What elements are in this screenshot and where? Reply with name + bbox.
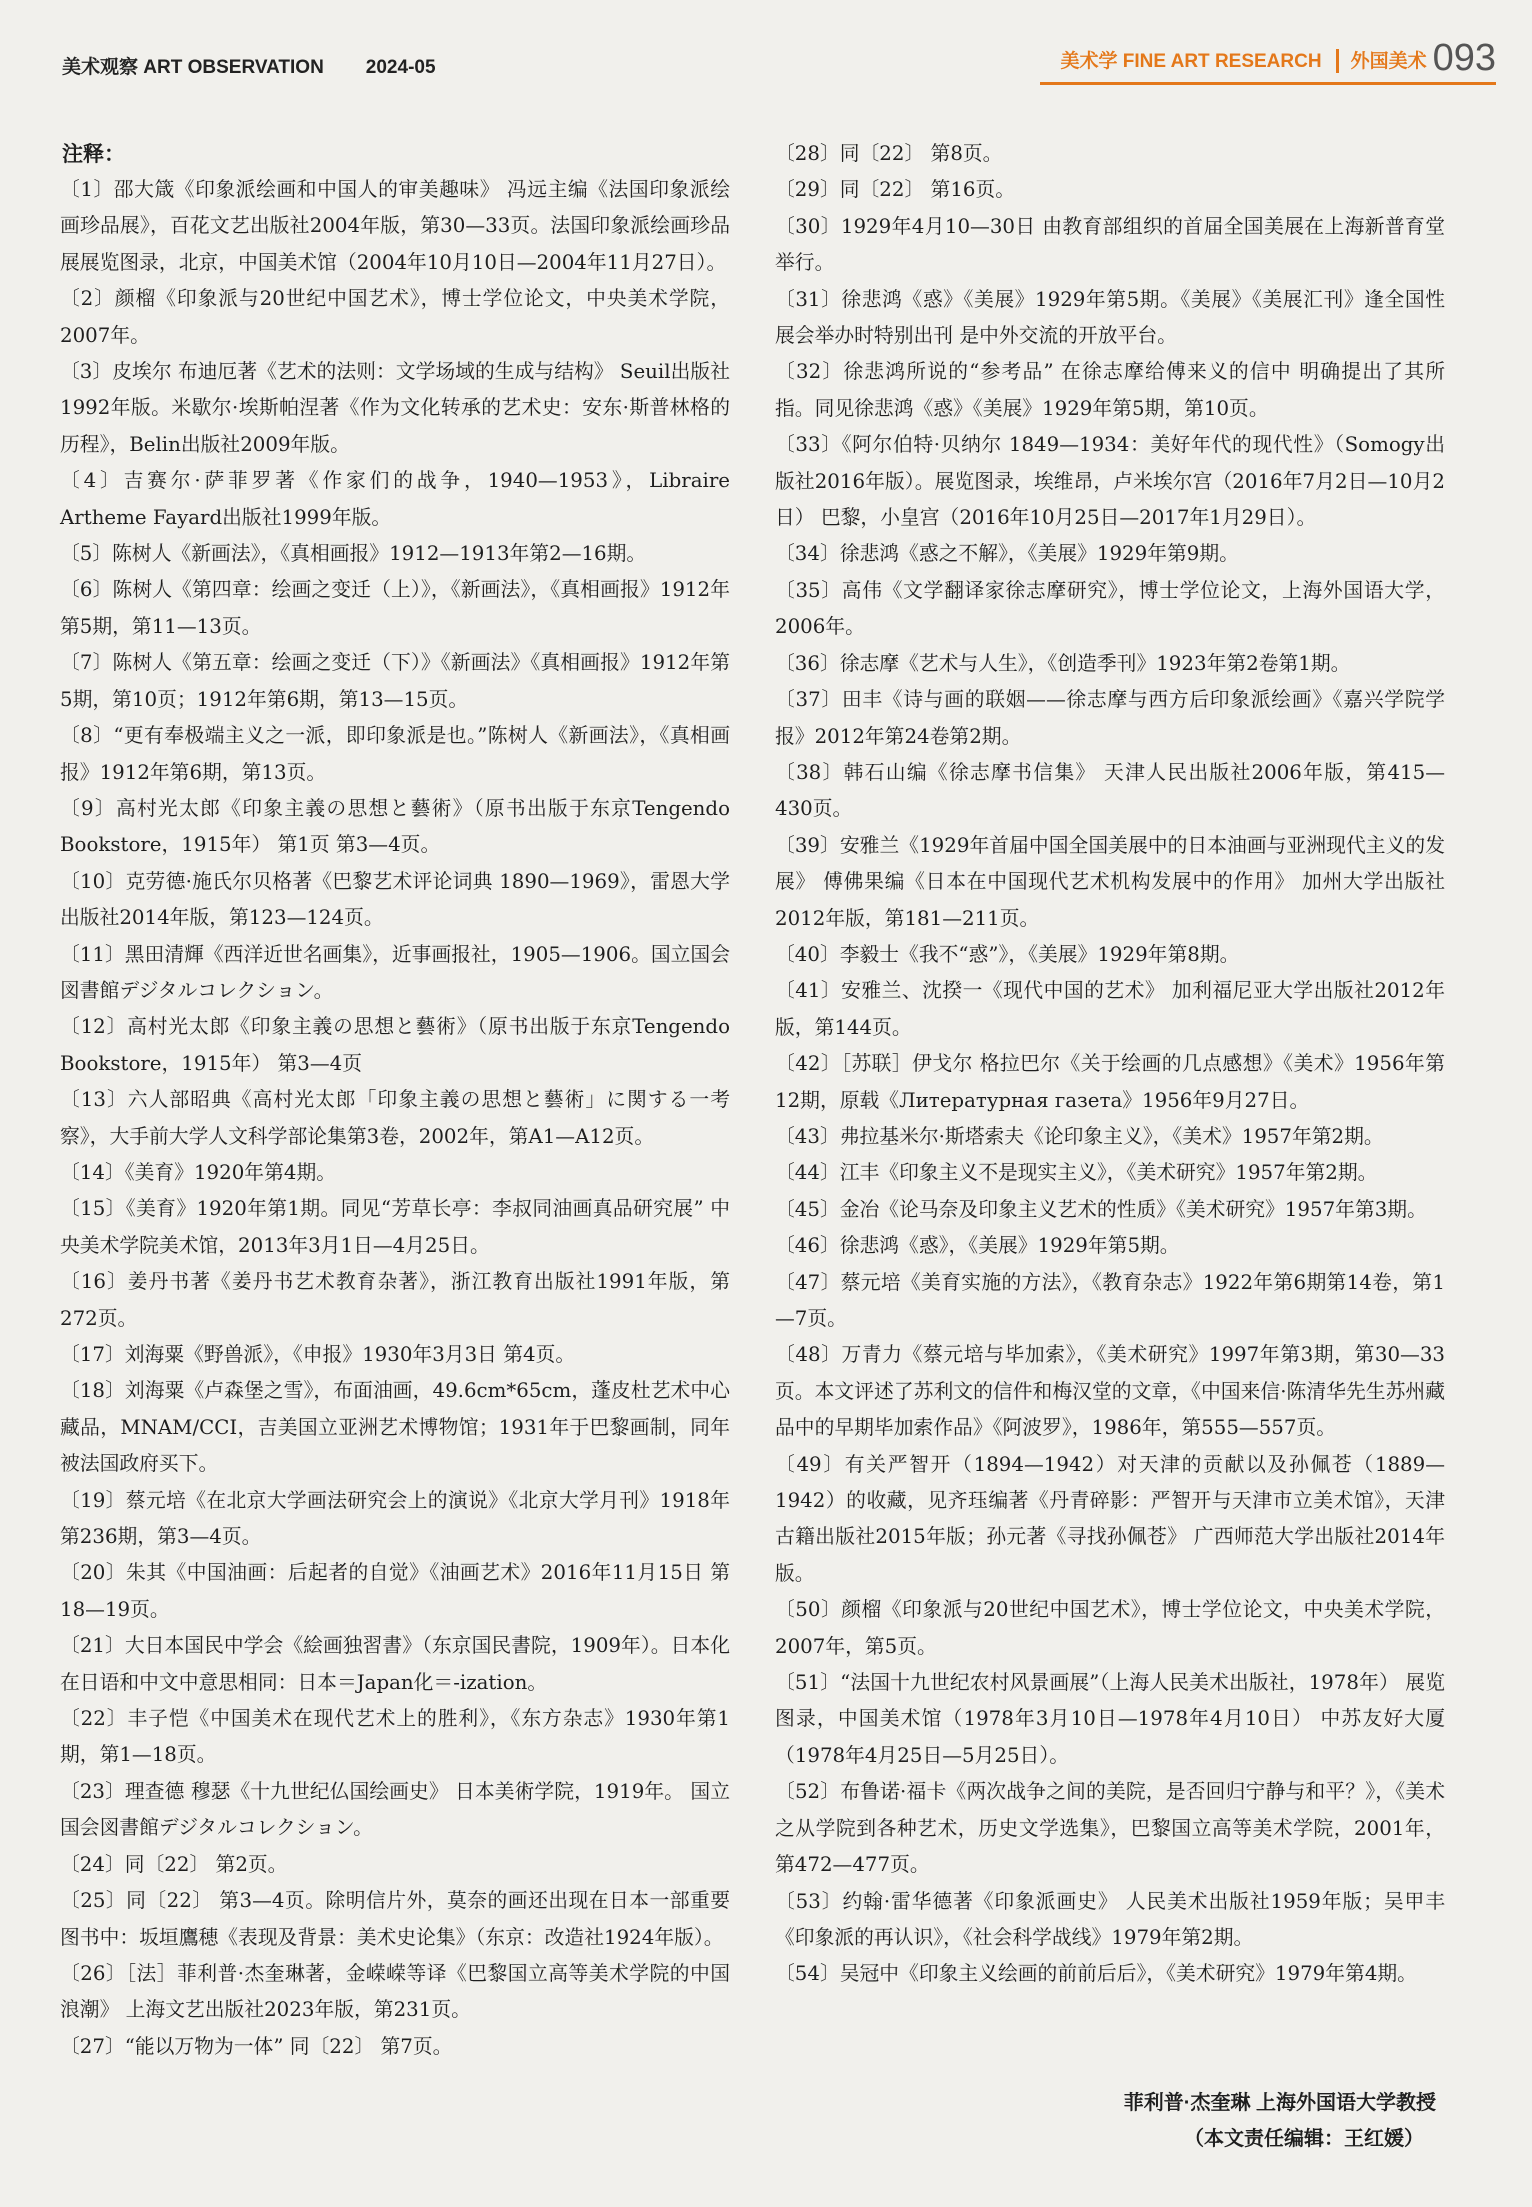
footnote: 〔52〕布鲁诺·福卡《两次战争之间的美院，是否回归宁静与和平？》，《美术之从学院到各种艺术，历史文学选集》，巴黎国立高等美术学院，2001年，第472—477页。 — [775, 1780, 1445, 1877]
footnote: 〔22〕丰子恺《中国美术在现代艺术上的胜利》，《东方杂志》1930年第1期，第1—18页。 — [60, 1707, 730, 1767]
footnote: 〔39〕安雅兰《1929年首届中国全国美展中的日本油画与亚洲现代主义的发展》 傅佛果编《日本在中国现代艺术机构发展中的作用》 加州大学出版社2012年版，第181—211页。 — [775, 833, 1445, 930]
footnote: 〔26〕［法］菲利普·杰奎琳著，金嵘嵘等译《巴黎国立高等美术学院的中国浪潮》 上海文艺出版社2023年版，第231页。 — [60, 1961, 730, 2022]
footnote: 〔16〕姜丹书著《姜丹书艺术教育杂著》，浙江教育出版社1991年版，第272页。 — [60, 1270, 730, 1330]
footnote: 〔31〕徐悲鸿《惑》《美展》1929年第5期。《美展》《美展汇刊》逢全国性展会举办时特别出刊 是中外交流的开放平台。 — [775, 287, 1445, 348]
footnote: 〔20〕朱其《中国油画：后起者的自觉》《油画艺术》2016年11月15日 第18—19页。 — [60, 1561, 730, 1621]
footnote: 〔5〕陈树人《新画法》，《真相画报》1912—1913年第2—16期。 — [60, 542, 647, 566]
footnote: 〔12〕高村光太郎《印象主義の思想と藝術》（原书出版于东京Tengendo Bookstore，1915年） 第3—4页 — [60, 1015, 730, 1075]
footnote: 〔46〕徐悲鸿《惑》，《美展》1929年第5期。 — [775, 1234, 1180, 1258]
footnote: 〔11〕黑田清輝《西洋近世名画集》，近事画报社，1905—1906。国立国会図書館デジタルコレクション。 — [60, 942, 730, 1002]
footnote: 〔4〕吉赛尔·萨菲罗著《作家们的战争，1940—1953》，Libraire Artheme Fayard出版社1999年版。 — [60, 469, 730, 529]
footnote: 〔51〕“法国十九世纪农村风景画展”（上海人民美术出版社，1978年） 展览图录，中国美术馆（1978年3月10日—1978年4月10日） 中苏友好大厦（1978年4月25日—5月25日）。 — [775, 1671, 1445, 1767]
header-rule — [1040, 82, 1496, 85]
footnote: 〔6〕陈树人《第四章：绘画之变迁（上）》，《新画法》，《真相画报》1912年第5期，第11—13页。 — [60, 578, 730, 638]
footnote: 〔2〕颜榴《印象派与20世纪中国艺术》，博士学位论文，中央美术学院，2007年。 — [60, 287, 730, 347]
footnote: 〔43〕弗拉基米尔·斯塔索夫《论印象主义》，《美术》1957年第2期。 — [775, 1124, 1384, 1148]
footnote: 〔29〕同〔22〕 第16页。 — [775, 178, 1016, 202]
section-label: 外国美术 — [1350, 51, 1427, 72]
page-number: 093 — [1432, 37, 1496, 79]
footnote: 〔28〕同〔22〕 第8页。 — [775, 142, 1003, 165]
editor-line: （本文责任编辑：王红媛） — [1184, 2128, 1424, 2150]
footnote: 〔53〕约翰·雷华德著《印象派画史》 人民美术出版社1959年版；吴甲丰《印象派的再认识》，《社会科学战线》1979年第2期。 — [775, 1889, 1445, 1949]
footnote: 〔42〕［苏联］伊戈尔 格拉巴尔《关于绘画的几点感想》《美术》1956年第12期，原载《Литературная газета》1956年9月27日。 — [775, 1052, 1445, 1112]
footnote: 〔37〕田丰《诗与画的联姻——徐志摩与西方后印象派绘画》《嘉兴学院学报》2012年第24卷第2期。 — [775, 688, 1445, 748]
footnote: 〔49〕有关严智开（1894—1942）对天津的贡献以及孙佩苍（1889—1942）的收藏，见齐珏编著《丹青碎影：严智开与天津市立美术馆》，天津古籍出版社2015年版；孙元著《寻找孙佩苍》 广西师范大学出版社2014年版。 — [775, 1452, 1445, 1585]
footnote: 〔36〕徐志摩《艺术与人生》，《创造季刊》1923年第2卷第1期。 — [775, 651, 1351, 675]
footnote: 〔23〕理查德 穆瑟《十九世纪仏国绘画史》 日本美術学院，1919年。 国立国会図書館デジタルコレクション。 — [60, 1779, 730, 1840]
issue-number: 2024-05 — [365, 57, 436, 78]
footnote: 〔30〕1929年4月10—30日 由教育部组织的首届全国美展在上海新普育堂举行。 — [775, 214, 1445, 275]
footnote: 〔41〕安雅兰、沈揆一《现代中国的艺术》 加利福尼亚大学出版社2012年版，第144页。 — [775, 979, 1445, 1039]
footnote: 〔9〕高村光太郎《印象主義の思想と藝術》（原书出版于东京Tengendo Bookstore，1915年） 第1页 第3—4页。 — [60, 796, 730, 857]
footnote: 〔3〕皮埃尔 布迪厄著《艺术的法则：文学场域的生成与结构》 Seuil出版社1992年版。米歇尔·埃斯帕涅著《作为文化转承的艺术史：安东·斯普林格的历程》，Belin出版社2009年版。 — [60, 360, 730, 456]
footnote: 〔8〕“更有奉极端主义之一派，即印象派是也。”陈树人《新画法》，《真相画报》1912年第6期，第13页。 — [60, 724, 730, 784]
footnote: 〔1〕邵大箴《印象派绘画和中国人的审美趣味》 冯远主编《法国印象派绘画珍品展》，百花文艺出版社2004年版，第30—33页。法国印象派绘画珍品展展览图录，北京，中国美术馆（2004年10月10日—2004年11月27日）。 — [60, 178, 730, 274]
footnote: 〔13〕六人部昭典《高村光太郎「印象主義の思想と藝術」に関する一考察》，大手前大学人文科学部论集第3卷，2002年，第A1—A12页。 — [60, 1088, 730, 1148]
footnote: 〔32〕徐悲鸿所说的“参考品” 在徐志摩给傅来义的信中 明确提出了其所指。同见徐悲鸿《惑》《美展》1929年第5期，第10页。 — [775, 360, 1445, 420]
footnote: 〔34〕徐悲鸿《惑之不解》，《美展》1929年第9期。 — [775, 542, 1239, 566]
notes-heading: 注释： — [62, 141, 125, 166]
footnote: 〔18〕刘海粟《卢森堡之雪》，布面油画，49.6cm*65cm，蓬皮杜艺术中心藏品，MNAM/CCI，吉美国立亚洲艺术博物馆；1931年于巴黎画制，同年被法国政府买下。 — [60, 1379, 730, 1476]
footnote: 〔38〕韩石山编《徐志摩书信集》 天津人民出版社2006年版，第415—430页。 — [775, 760, 1445, 821]
notes-column-left — [60, 172, 730, 2065]
footnote: 〔40〕李毅士《我不“惑”》，《美展》1929年第8期。 — [775, 942, 1240, 966]
footnote: 〔27〕“能以万物为一体” 同〔22〕 第7页。 — [60, 2034, 453, 2058]
footnote: 〔10〕克劳德·施氏尔贝格著《巴黎艺术评论词典 1890—1969》，雷恩大学出版社2014年版，第123—124页。 — [60, 869, 730, 930]
footnote: 〔14〕《美育》1920年第4期。 — [60, 1160, 337, 1184]
footnote: 〔19〕蔡元培《在北京大学画法研究会上的演说》《北京大学月刊》1918年第236期，第3—4页。 — [60, 1488, 730, 1549]
footnote: 〔7〕陈树人《第五章：绘画之变迁（下）》《新画法》《真相画报》1912年第5期，第10页；1912年第6期，第13—15页。 — [60, 651, 730, 711]
header-divider — [1336, 49, 1339, 73]
footnote: 〔35〕高伟《文学翻译家徐志摩研究》，博士学位论文，上海外国语大学，2006年。 — [775, 578, 1445, 639]
journal-title: 美术观察 ART OBSERVATION — [62, 57, 324, 78]
footnote: 〔17〕刘海粟《野兽派》，《申报》1930年3月3日 第4页。 — [60, 1343, 576, 1366]
journal-header-left — [62, 52, 436, 79]
footnote: 〔45〕金冶《论马奈及印象主义艺术的性质》《美术研究》1957年第3期。 — [775, 1197, 1427, 1221]
footnote: 〔47〕蔡元培《美育实施的方法》，《教育杂志》1922年第6期第14卷，第1—7页。 — [775, 1270, 1445, 1330]
footnote: 〔33〕《阿尔伯特·贝纳尔 1849—1934：美好年代的现代性》（Somogy出版社2016年版）。展览图录，埃维昂，卢米埃尔宫（2016年7月2日—10月2日） 巴黎，小皇宫（2016年10月25日—2017年1月29日）。 — [775, 433, 1445, 530]
journal-header-right — [1060, 38, 1496, 78]
footnote: 〔21〕大日本国民中学会《絵画独習書》（东京国民書院，1909年）。日本化在日语和中文中意思相同：日本＝Japan化＝-ization。 — [60, 1634, 730, 1694]
footnote: 〔54〕吴冠中《印象主义绘画的前前后后》，《美术研究》1979年第4期。 — [775, 1962, 1417, 1986]
footnote: 〔15〕《美育》1920年第1期。同见“芳草长亭：李叔同油画真品研究展” 中央美术学院美术馆，2013年3月1日—4月25日。 — [60, 1197, 730, 1257]
author-line: 菲利普·杰奎琳 上海外国语大学教授 — [1123, 2092, 1436, 2114]
footnote: 〔50〕颜榴《印象派与20世纪中国艺术》，博士学位论文，中央美术学院，2007年，第5页。 — [775, 1598, 1445, 1658]
notes-column-right — [775, 136, 1445, 1993]
footnote: 〔25〕同〔22〕 第3—4页。除明信片外，莫奈的画还出现在日本一部重要图书中：坂垣鷹穂《表现及背景：美术史论集》（东京：改造社1924年版）。 — [60, 1889, 730, 1949]
footnote: 〔48〕万青力《蔡元培与毕加索》，《美术研究》1997年第3期，第30—33页。本文评述了苏利文的信件和梅汉堂的文章，《中国来信·陈清华先生苏州藏品中的早期毕加索作品》《阿波罗》，1986年，第555—557页。 — [775, 1343, 1445, 1440]
footnote: 〔24〕同〔22〕 第2页。 — [60, 1852, 288, 1876]
footnote: 〔44〕江丰《印象主义不是现实主义》，《美术研究》1957年第2期。 — [775, 1161, 1378, 1185]
journal-subtitle: 美术学 FINE ART RESEARCH — [1060, 51, 1322, 72]
